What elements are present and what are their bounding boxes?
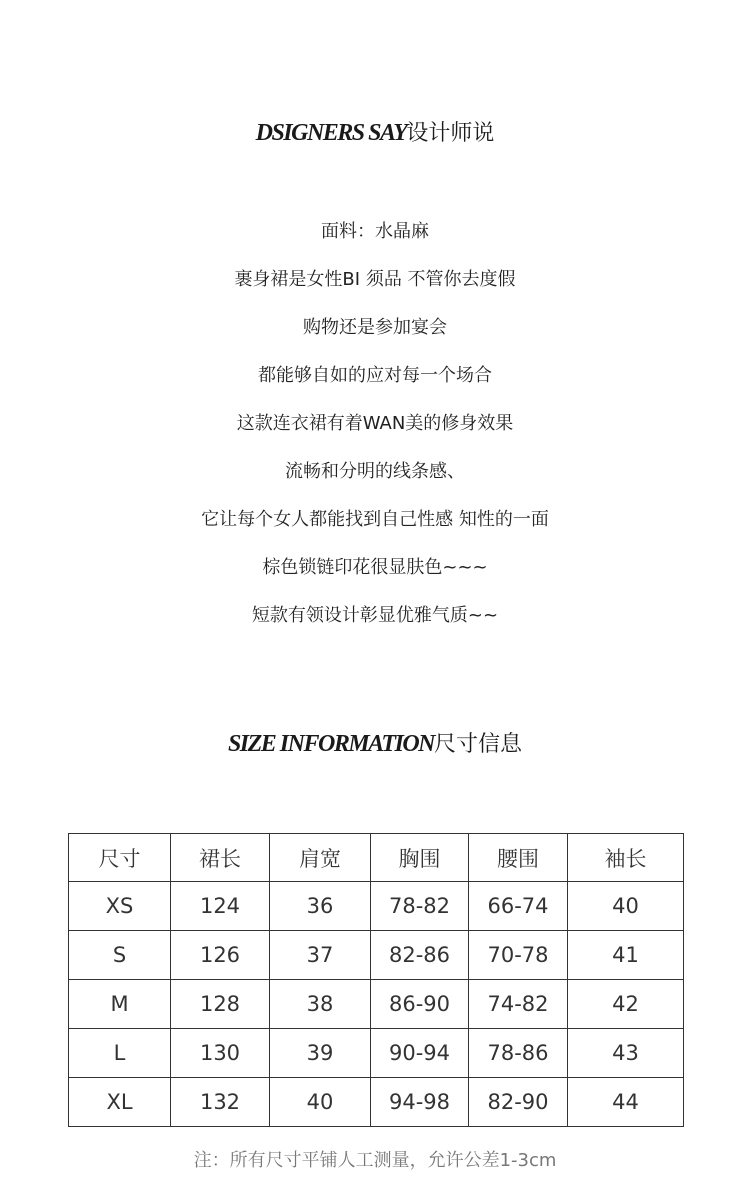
table-cell: 37 <box>270 931 371 980</box>
table-row <box>69 1029 684 1078</box>
table-cell: 42 <box>568 980 684 1029</box>
table-cell: 66-74 <box>469 882 568 931</box>
table-cell: 128 <box>171 980 270 1029</box>
designers-say-title-zh: 设计师说 <box>406 121 495 146</box>
description-line: 棕色锁链印花很显肤色~~~ <box>262 557 488 578</box>
table-cell: 82-90 <box>469 1078 568 1127</box>
table-cell: 41 <box>568 931 684 980</box>
table-cell: 86-90 <box>371 980 469 1029</box>
description-line: 短款有领设计彰显优雅气质~~ <box>251 605 499 626</box>
table-cell: 40 <box>568 882 684 931</box>
description-line: 这款连衣裙有着WAN美的修身效果 <box>236 413 514 434</box>
table-cell: 126 <box>171 931 270 980</box>
table-cell: 94-98 <box>371 1078 469 1127</box>
size-information-title-zh: 尺寸信息 <box>434 732 523 757</box>
table-cell: 124 <box>171 882 270 931</box>
description-line: 面料：水晶麻 <box>321 221 429 242</box>
table-row <box>69 980 684 1029</box>
size-information-title <box>0 727 750 758</box>
header-cell-waist: 腰围 <box>469 834 568 882</box>
header-cell-bust: 胸围 <box>371 834 469 882</box>
table-header-row <box>69 834 684 882</box>
table-row <box>69 931 684 980</box>
table-cell: M <box>69 980 171 1029</box>
description-line: 都能够自如的应对每一个场合 <box>258 365 492 386</box>
description-line: 它让每个女人都能找到自己性感 知性的一面 <box>201 509 549 530</box>
product-description <box>0 208 750 640</box>
table-cell: 36 <box>270 882 371 931</box>
size-information-title-en: SIZE INFORMATION <box>227 731 435 757</box>
table-cell: 78-86 <box>469 1029 568 1078</box>
description-line: 流畅和分明的线条感、 <box>285 461 465 482</box>
table-cell: 44 <box>568 1078 684 1127</box>
table-cell: 43 <box>568 1029 684 1078</box>
table-cell: 78-82 <box>371 882 469 931</box>
table-cell: XS <box>69 882 171 931</box>
description-line: 购物还是参加宴会 <box>303 317 447 338</box>
size-table <box>68 833 684 1127</box>
table-cell: 38 <box>270 980 371 1029</box>
table-cell: 70-78 <box>469 931 568 980</box>
table-cell: 90-94 <box>371 1029 469 1078</box>
designers-say-title-en: DSIGNERS SAY <box>255 120 407 146</box>
table-cell: XL <box>69 1078 171 1127</box>
table-cell: 40 <box>270 1078 371 1127</box>
table-row <box>69 1078 684 1127</box>
table-cell: 130 <box>171 1029 270 1078</box>
designers-say-title <box>0 116 750 147</box>
description-line: 裹身裙是女性BI 须品 不管你去度假 <box>234 269 516 290</box>
header-cell-dress-length: 裙长 <box>171 834 270 882</box>
table-cell: 82-86 <box>371 931 469 980</box>
header-cell-size: 尺寸 <box>69 834 171 882</box>
header-cell-sleeve: 袖长 <box>568 834 684 882</box>
table-cell: 74-82 <box>469 980 568 1029</box>
table-row <box>69 882 684 931</box>
table-cell: 39 <box>270 1029 371 1078</box>
table-cell: L <box>69 1029 171 1078</box>
table-cell: S <box>69 931 171 980</box>
measurement-note: 注：所有尺寸平铺人工测量，允许公差1-3cm <box>193 1150 557 1171</box>
table-cell: 132 <box>171 1078 270 1127</box>
header-cell-shoulder: 肩宽 <box>270 834 371 882</box>
